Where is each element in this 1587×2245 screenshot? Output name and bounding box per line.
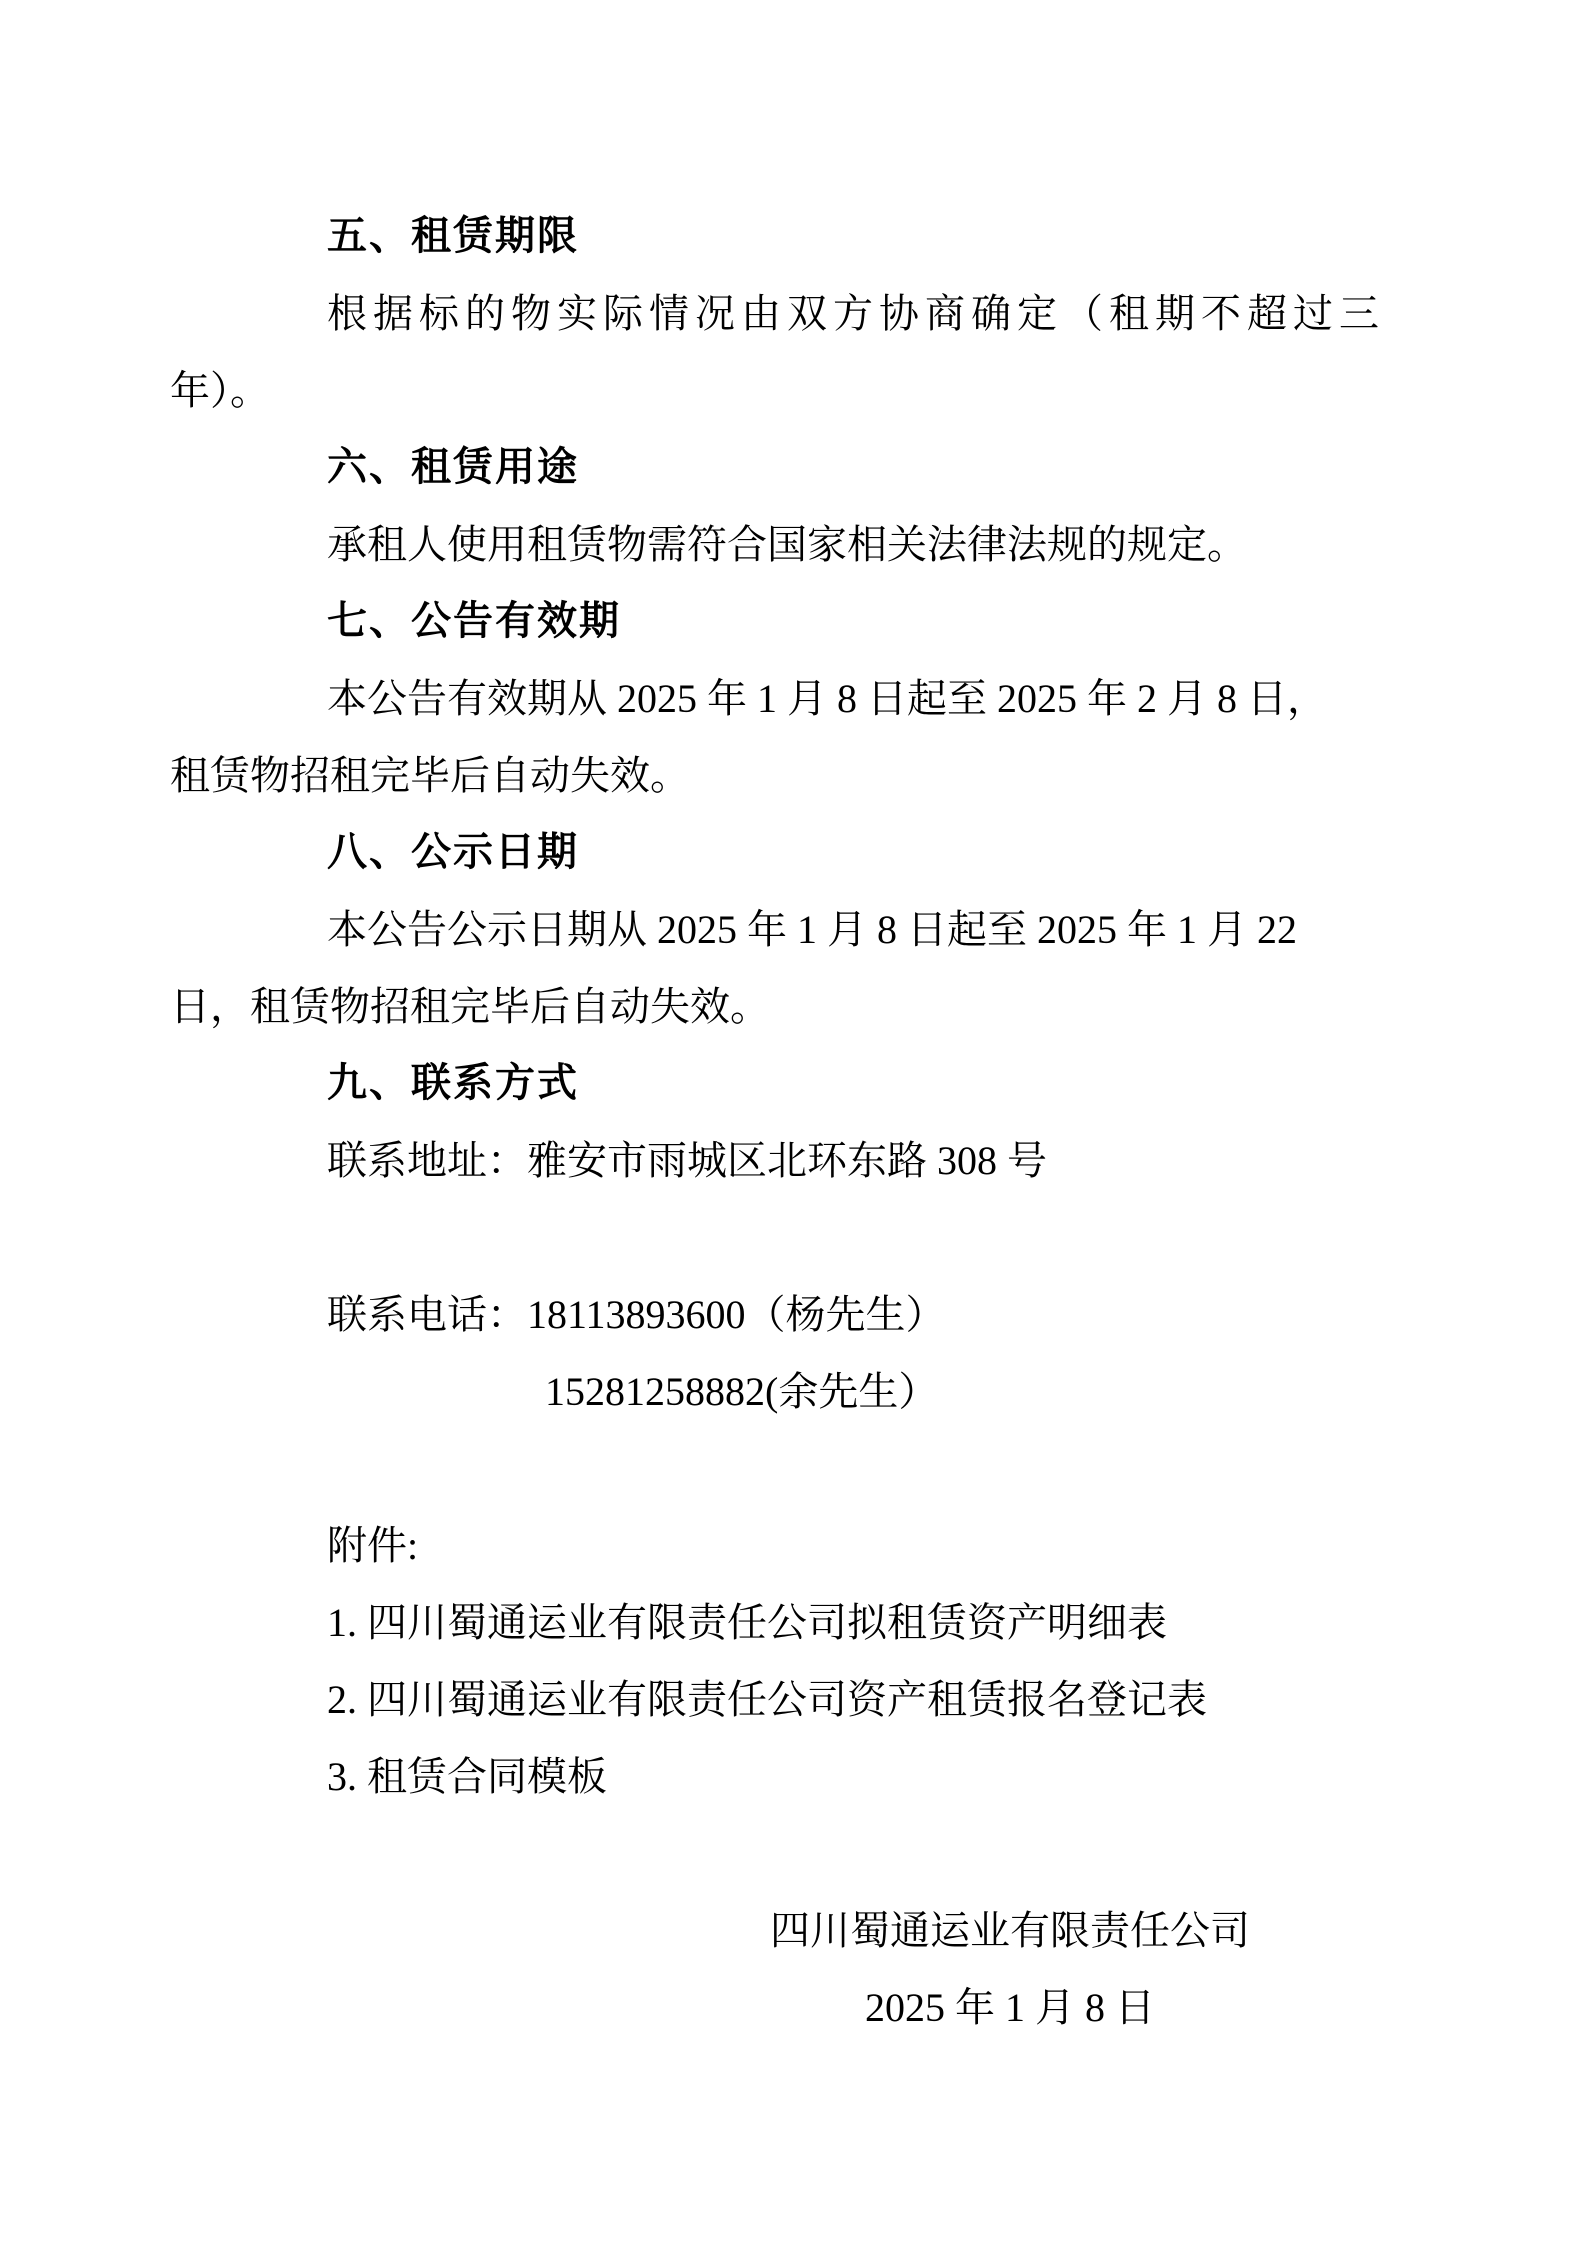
blank-line xyxy=(170,1430,1345,1507)
section-8-body-line-1: 本公告公示日期从 2025 年 1 月 8 日起至 2025 年 1 月 22 xyxy=(327,907,1297,952)
section-9-heading: 九、联系方式 xyxy=(327,1061,579,1105)
section-7-heading: 七、公告有效期 xyxy=(327,599,621,643)
section-5-heading: 五、租赁期限 xyxy=(327,214,579,258)
section-8-body-line-2: 日，租赁物招租完毕后自动失效。 xyxy=(170,984,770,1029)
contact-address-line: 联系地址：雅安市雨城区北环东路 308 号 xyxy=(327,1138,1047,1183)
section-7-body-line-2: 租赁物招租完毕后自动失效。 xyxy=(170,753,690,798)
contact-phone-line-2: 15281258882(余先生） xyxy=(545,1369,939,1414)
attachment-item-2: 2. 四川蜀通运业有限责任公司资产租赁报名登记表 xyxy=(327,1677,1207,1722)
attachment-item-1: 1. 四川蜀通运业有限责任公司拟租赁资产明细表 xyxy=(327,1600,1167,1645)
section-6-body-line-1: 承租人使用租赁物需符合国家相关法律法规的规定。 xyxy=(327,522,1247,567)
contact-phone-line-1: 联系电话：18113893600（杨先生） xyxy=(327,1292,946,1337)
section-6-heading: 六、租赁用途 xyxy=(327,445,579,489)
attachment-item-3: 3. 租赁合同模板 xyxy=(327,1754,607,1799)
section-5-body-line-1: 根据标的物实际情况由双方协商确定（租期不超过三 xyxy=(327,291,1385,336)
attachments-label: 附件: xyxy=(327,1523,419,1568)
signature-company-name: 四川蜀通运业有限责任公司 xyxy=(770,1908,1250,1953)
blank-line xyxy=(170,1199,1345,1276)
section-8-heading: 八、公示日期 xyxy=(327,830,579,874)
blank-line xyxy=(170,1815,1345,1892)
section-5-body-line-2: 年）。 xyxy=(170,368,270,413)
signature-date: 2025 年 1 月 8 日 xyxy=(865,1985,1155,2030)
section-7-body-line-1: 本公告有效期从 2025 年 1 月 8 日起至 2025 年 2 月 8 日， xyxy=(327,676,1327,721)
document-text-block xyxy=(170,198,1385,2046)
